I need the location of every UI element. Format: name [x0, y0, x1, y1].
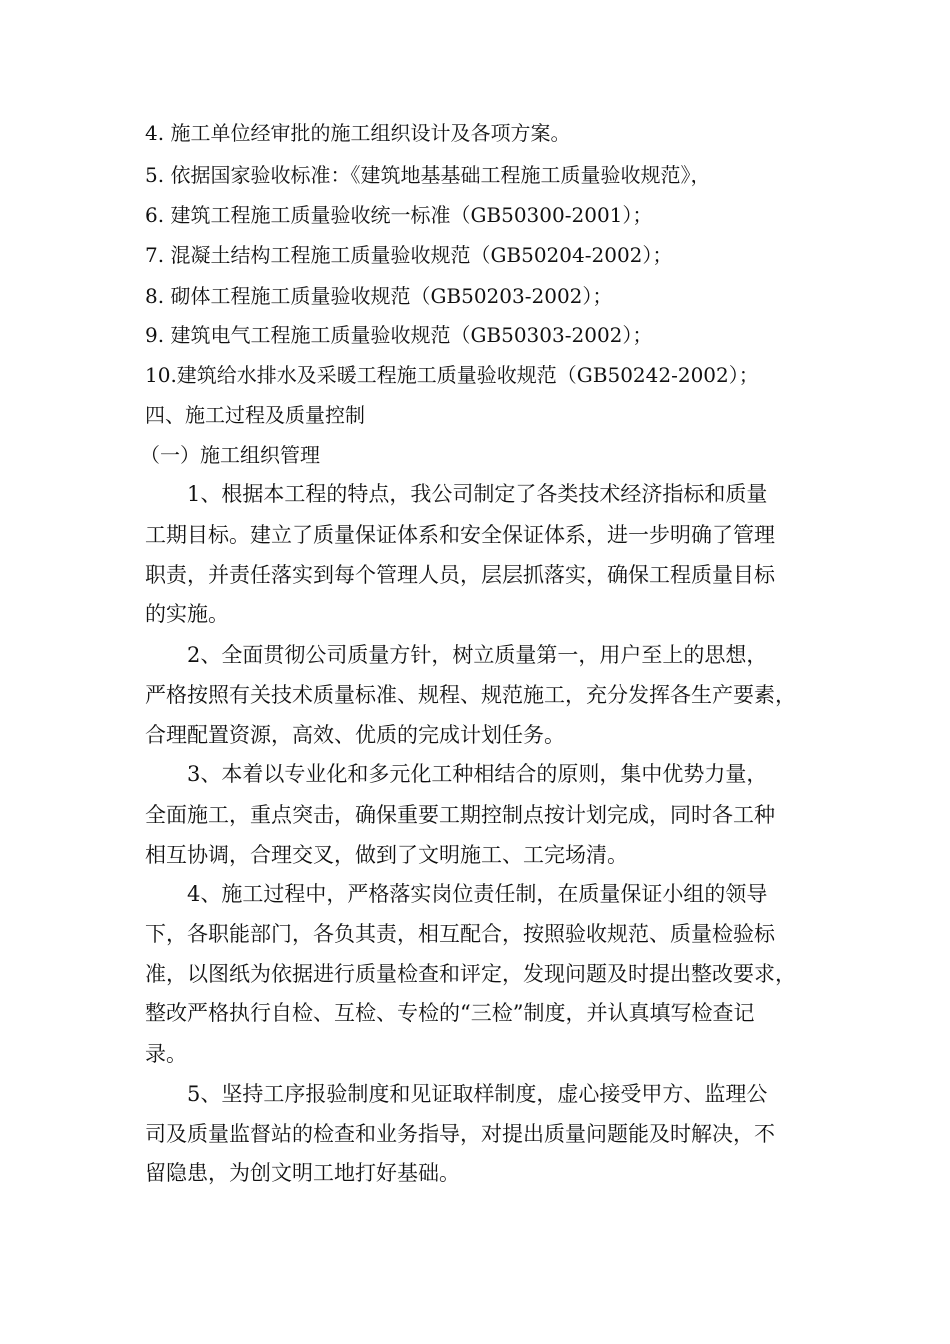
paragraph-line: 4、施工过程中，严格落实岗位责任制，在质量保证小组的领导 — [187, 882, 768, 906]
paragraph-line: 合理配置资源，高效、优质的完成计划任务。 — [145, 723, 565, 747]
list-item: 7. 混凝土结构工程施工质量验收规范（GB50204-2002）； — [145, 243, 673, 267]
list-item: 10.建筑给水排水及采暖工程施工质量验收规范（GB50242-2002）； — [145, 363, 759, 387]
paragraph-line: 留隐患，为创文明工地打好基础。 — [145, 1161, 460, 1185]
paragraph-line: 整改严格执行自检、互检、专检的“三检”制度，并认真填写检查记 — [145, 1001, 755, 1025]
paragraph-line: 司及质量监督站的检查和业务指导，对提出质量问题能及时解决，不 — [145, 1122, 775, 1146]
paragraph-line: 的实施。 — [145, 602, 229, 626]
paragraph-line: 5、坚持工序报验制度和见证取样制度，虚心接受甲方、监理公 — [187, 1082, 768, 1106]
list-item: 8. 砌体工程施工质量验收规范（GB50203-2002）； — [145, 284, 613, 308]
paragraph-line: 3、本着以专业化和多元化工种相结合的原则，集中优势力量， — [187, 762, 768, 786]
paragraph-line: 全面施工，重点突击，确保重要工期控制点按计划完成，同时各工种 — [145, 803, 775, 827]
paragraph-line: 2、全面贯彻公司质量方针，树立质量第一，用户至上的思想， — [187, 643, 768, 667]
list-item: 4. 施工单位经审批的施工组织设计及各项方案。 — [145, 121, 571, 145]
paragraph-line: 下，各职能部门，各负其责，相互配合，按照验收规范、质量检验标 — [145, 922, 775, 946]
paragraph-line: 工期目标。建立了质量保证体系和安全保证体系，进一步明确了管理 — [145, 523, 775, 547]
paragraph-line: 相互协调，合理交叉，做到了文明施工、工完场清。 — [145, 843, 628, 867]
paragraph-line: 1、根据本工程的特点，我公司制定了各类技术经济指标和质量 — [187, 482, 768, 506]
list-item: 6. 建筑工程施工质量验收统一标准（GB50300-2001）； — [145, 203, 653, 227]
paragraph-line: 录。 — [145, 1042, 187, 1066]
section-heading: 四、施工过程及质量控制 — [145, 403, 365, 427]
list-item: 9. 建筑电气工程施工质量验收规范（GB50303-2002）； — [145, 323, 653, 347]
paragraph-line: 严格按照有关技术质量标准、规程、规范施工，充分发挥各生产要素， — [145, 683, 796, 707]
paragraph-line: 职责，并责任落实到每个管理人员，层层抓落实，确保工程质量目标 — [145, 563, 775, 587]
subsection-heading: （一）施工组织管理 — [140, 443, 320, 467]
paragraph-line: 准，以图纸为依据进行质量检查和评定，发现问题及时提出整改要求， — [145, 962, 796, 986]
list-item: 5. 依据国家验收标准：《建筑地基基础工程施工质量验收规范》， — [145, 163, 711, 187]
